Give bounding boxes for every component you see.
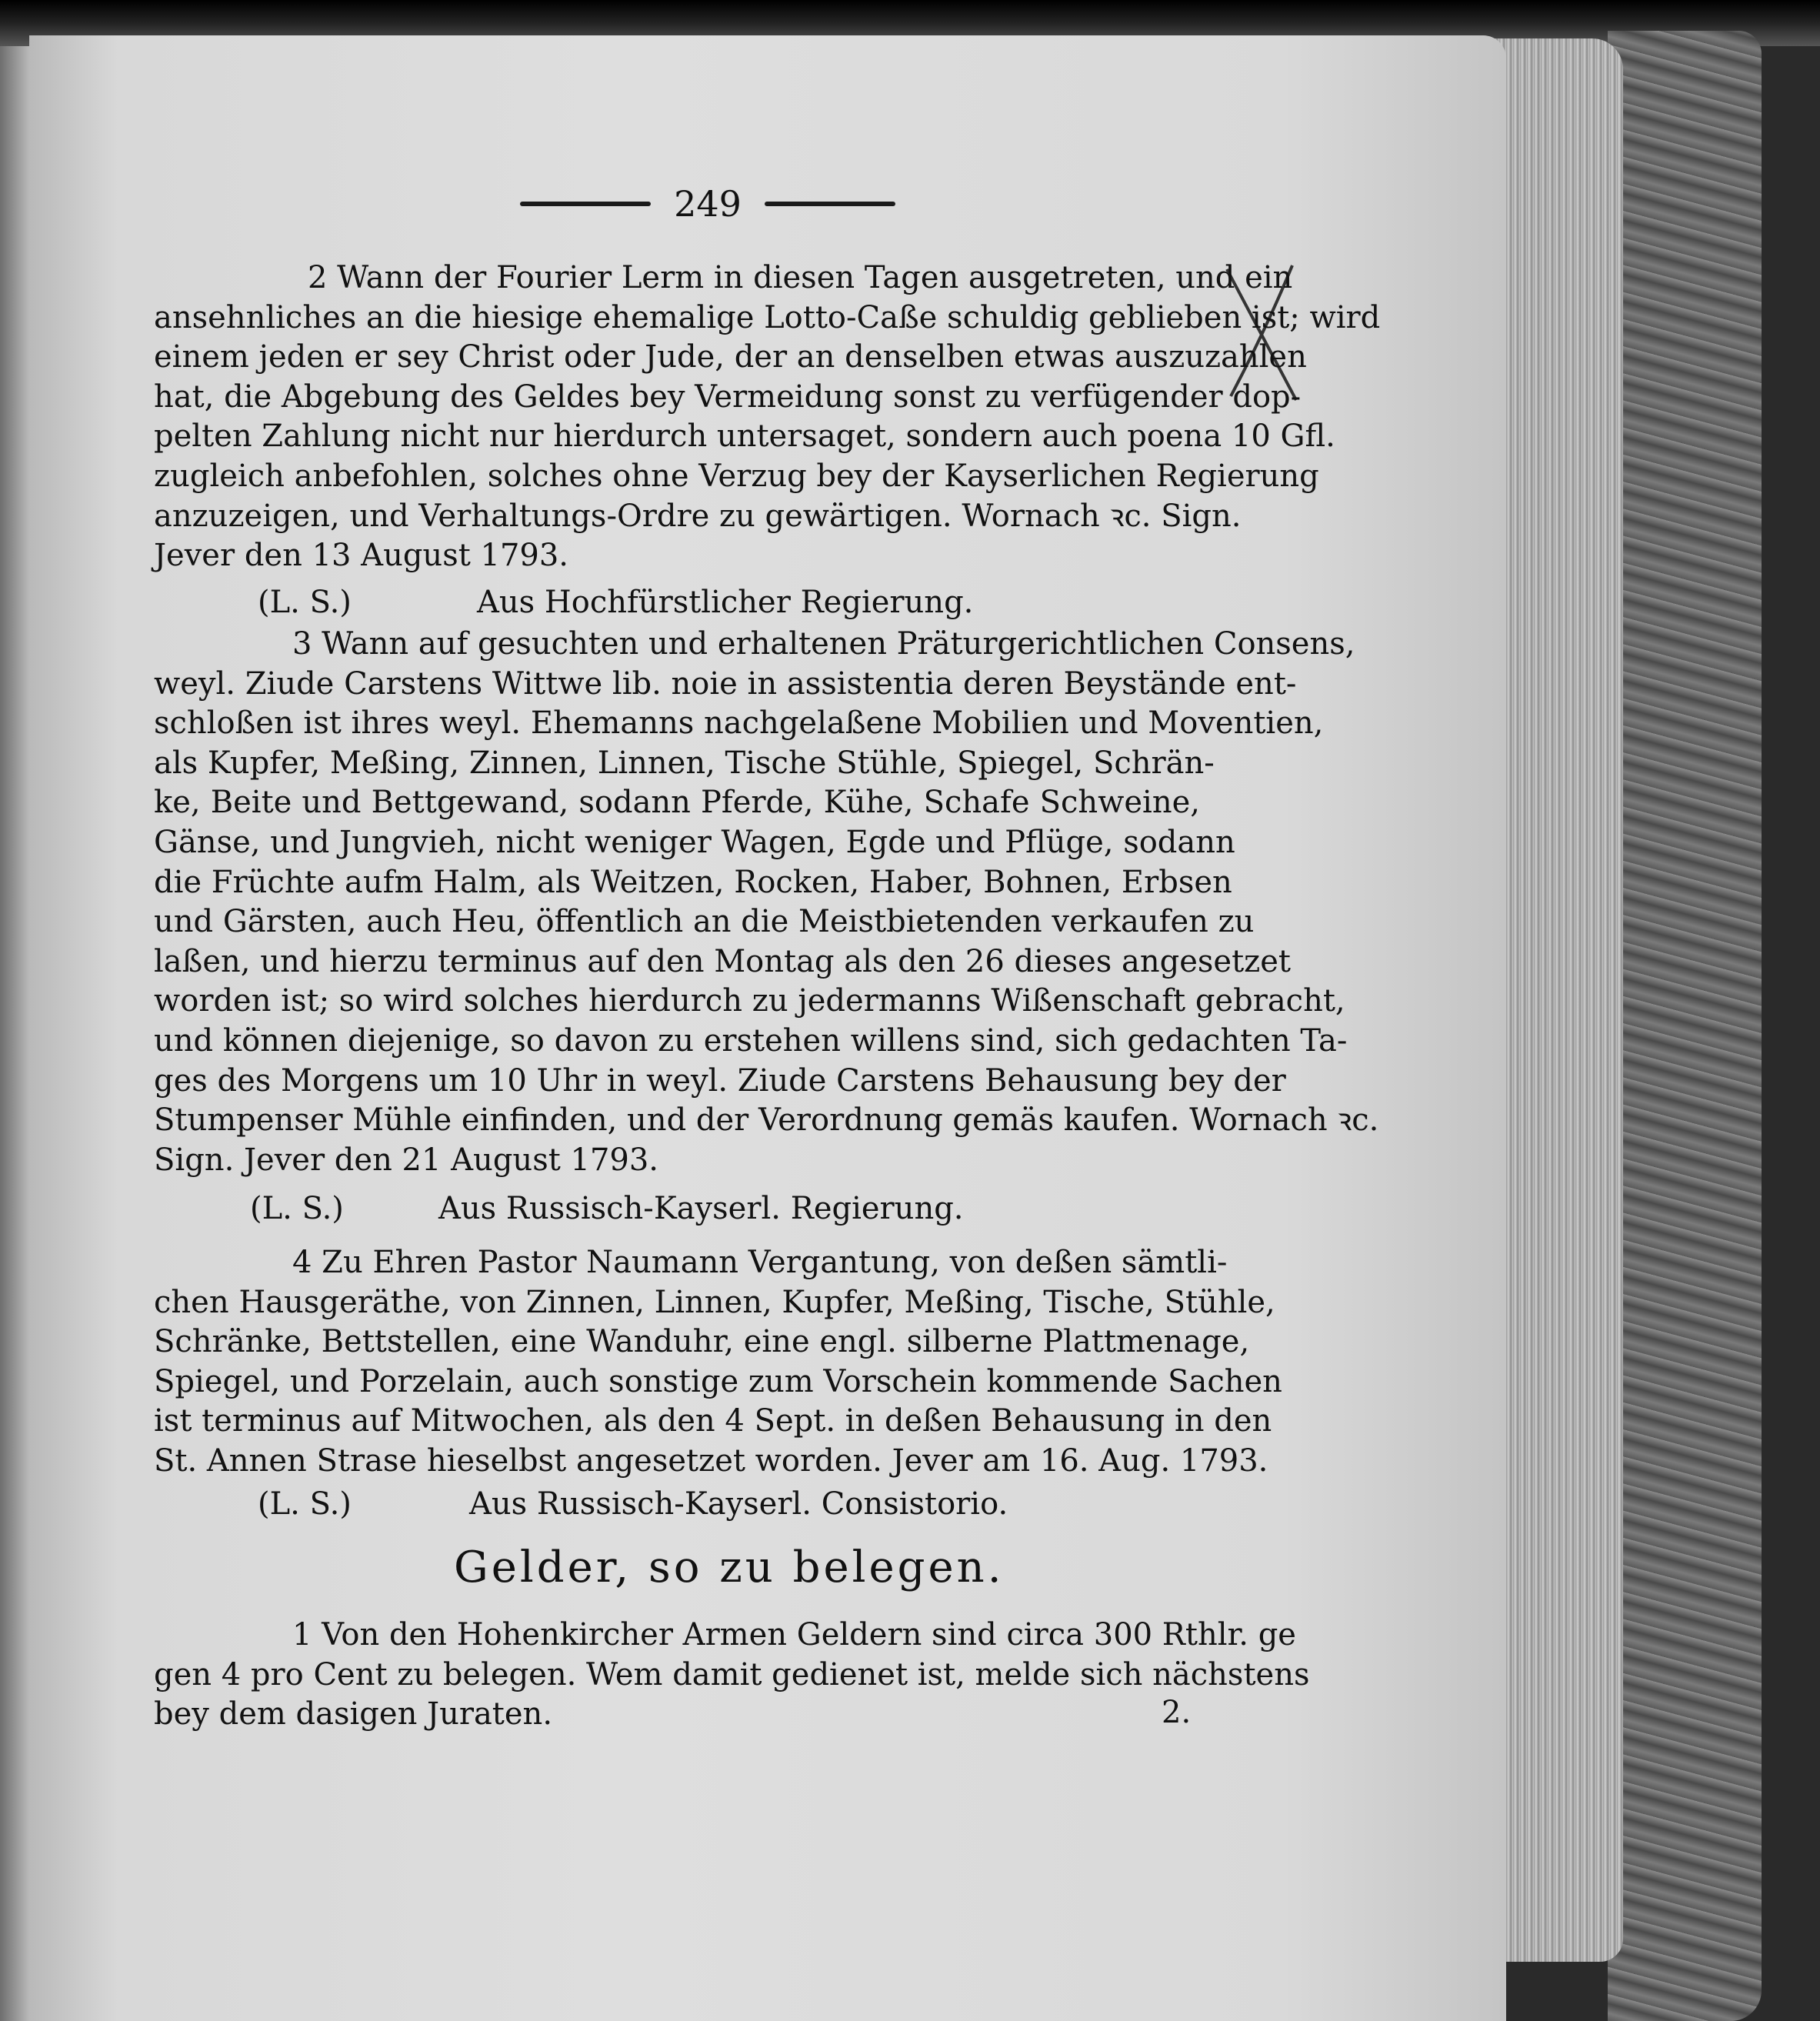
- seal-mark: (L. S.): [258, 1486, 352, 1522]
- notice-line: laßen, und hierzu terminus auf den Montag als den 26 dieses angesetzet: [154, 943, 1291, 979]
- notice-line: ke, Beite und Bettgewand, sodann Pferde, Kühe, Schafe Schweine,: [154, 785, 1200, 821]
- notice-line: hat, die Abgebung des Geldes bey Vermeidung sonst zu verfügender dop-: [154, 379, 1302, 415]
- seal-mark: (L. S.): [250, 1191, 344, 1226]
- notice-line: ansehnliches an die hiesige ehemalige Lotto-Caße schuldig geblieben ist; wird: [154, 299, 1381, 335]
- notice-line: weyl. Ziude Carstens Wittwe lib. noie in assistentia deren Beystände ent-: [154, 665, 1297, 702]
- notice-line: pelten Zahlung nicht nur hierdurch untersaget, sondern auch poena 10 Gfl.: [154, 419, 1335, 455]
- notice-line: Spiegel, und Porzelain, auch sonstige zum Vorschein kommende Sachen: [154, 1363, 1282, 1399]
- issuing-authority: Aus Russisch-Kayserl. Regierung.: [438, 1191, 964, 1226]
- notice-line: Schränke, Bettstellen, eine Wanduhr, eine engl. silberne Plattmenage,: [154, 1324, 1250, 1360]
- notice-line: worden ist; so wird solches hierdurch zu jedermanns Wißenschaft gebracht,: [154, 983, 1345, 1019]
- notice-line: als Kupfer, Meßing, Zinnen, Linnen, Tische Stühle, Spiegel, Schrän-: [154, 745, 1215, 781]
- notice-line: einem jeden er sey Christ oder Jude, der an denselben etwas auszuzahlen: [154, 339, 1307, 375]
- section-heading: Gelder, so zu belegen.: [454, 1542, 1005, 1592]
- notice-line: gen 4 pro Cent zu belegen. Wem damit gedienet ist, melde sich nächstens: [154, 1656, 1310, 1693]
- catchword: 2.: [1162, 1695, 1192, 1730]
- notice-line: bey dem dasigen Juraten.: [154, 1696, 553, 1733]
- notice-2: [154, 258, 1381, 576]
- notice-line: die Früchte aufm Halm, als Weitzen, Rocken, Haber, Bohnen, Erbsen: [154, 864, 1232, 900]
- notice-line: und Gärsten, auch Heu, öffentlich an die Meistbietenden verkaufen zu: [154, 904, 1255, 940]
- seal-mark: (L. S.): [258, 585, 352, 620]
- notice-line: Sign. Jever den 21 August 1793.: [154, 1142, 659, 1178]
- notice-money-1: [154, 1616, 1310, 1735]
- book-cover-edge: [1608, 31, 1762, 2021]
- notice-line: ges des Morgens um 10 Uhr in weyl. Ziude Carstens Behausung bey der: [154, 1062, 1286, 1099]
- notice-line: anzuzeigen, und Verhaltungs-Ordre zu gewärtigen. Wornach ꝛc. Sign.: [154, 498, 1242, 534]
- notice-line: schloßen ist ihres weyl. Ehemanns nachgelaßene Mobilien und Moventien,: [154, 705, 1324, 742]
- notice-line: 4 Zu Ehren Pastor Naumann Vergantung, von deßen sämtli-: [292, 1245, 1228, 1280]
- header-rule-left: [520, 202, 651, 206]
- header-rule-right: [765, 202, 895, 206]
- notice-line: Stumpenser Mühle einfinden, und der Verordnung gemäs kaufen. Wornach ꝛc.: [154, 1102, 1379, 1139]
- page-block-edges: [1492, 38, 1623, 1962]
- notice-line: 1 Von den Hohenkircher Armen Geldern sind circa 300 Rthlr. ge: [292, 1617, 1296, 1652]
- notice-line: zugleich anbefohlen, solches ohne Verzug bey der Kayserlichen Regierung: [154, 458, 1319, 494]
- notice-line: 3 Wann auf gesuchten und erhaltenen Präturgerichtlichen Consens,: [292, 626, 1355, 662]
- notice-3: [154, 625, 1379, 1180]
- issuing-authority: Aus Hochfürstlicher Regierung.: [477, 585, 974, 620]
- notice-line: und können diejenige, so davon zu erstehen willens sind, sich gedachten Ta-: [154, 1022, 1348, 1059]
- facing-page-edge: [0, 46, 31, 2021]
- notice-line: chen Hausgeräthe, von Zinnen, Linnen, Kupfer, Meßing, Tische, Stühle,: [154, 1284, 1275, 1320]
- page-header: [508, 177, 908, 231]
- notice-4: [154, 1243, 1282, 1482]
- notice-line: St. Annen Strase hieselbst angesetzet worden. Jever am 16. Aug. 1793.: [154, 1442, 1268, 1479]
- notice-line: ist terminus auf Mitwochen, als den 4 Sept. in deßen Behausung in den: [154, 1403, 1272, 1439]
- page-number: 249: [674, 183, 742, 225]
- issuing-authority: Aus Russisch-Kayserl. Consistorio.: [469, 1486, 1008, 1522]
- notice-line: 2 Wann der Fourier Lerm in diesen Tagen ausgetreten, und ein: [308, 260, 1293, 295]
- notice-line: Jever den 13 August 1793.: [154, 538, 569, 574]
- notice-line: Gänse, und Jungvieh, nicht weniger Wagen, Egde und Pflüge, sodann: [154, 824, 1235, 860]
